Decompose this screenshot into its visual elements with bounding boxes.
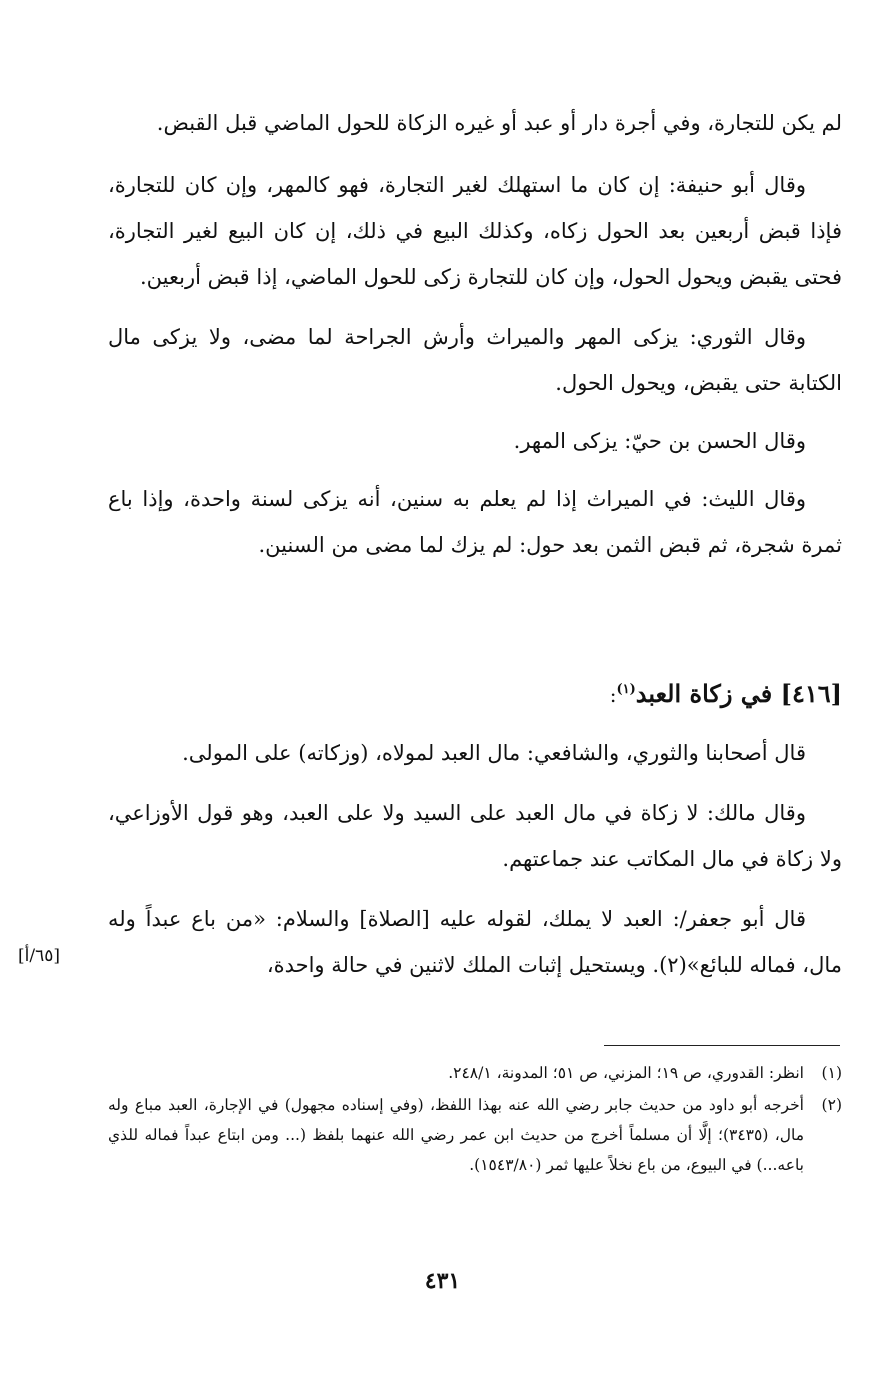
footnote-text: انظر: القدوري، ص ١٩؛ المزني، ص ٥١؛ المدونة، ٢٤٨/١. xyxy=(448,1064,804,1082)
footnote xyxy=(108,1058,842,1088)
footnote-number: (٢) xyxy=(821,1096,842,1114)
paragraph: وقال مالك: لا زكاة في مال العبد على السيد ولا على العبد، وهو قول الأوزاعي، ولا زكاة في مال المكاتب عند جماعتهم. xyxy=(108,801,842,871)
paragraph: لم يكن للتجارة، وفي أجرة دار أو عبد أو غيره الزكاة للحول الماضي قبل القبض. xyxy=(156,111,842,135)
body-text-top xyxy=(108,100,842,568)
body-text-bottom xyxy=(108,730,842,988)
footnotes xyxy=(108,1058,842,1180)
paragraph: وقال الليث: في الميراث إذا لم يعلم به سنين، أنه يزكى لسنة واحدة، وإذا باع ثمرة شجرة، ثم قبض الثمن بعد حول: لم يزك لما مضى من السنين. xyxy=(108,487,842,557)
footnote-text: أخرجه أبو داود من حديث جابر رضي الله عنه بهذا اللفظ، (وفي إسناده مجهول) في الإجارة، العبد مباع وله مال، (٣٤٣٥)؛ إلَّا أن مسلماً أخرج من حديث ابن عمر رضي الله عنهما بلفظ (... ومن ابتاع عبداً فماله للذي باعه...) في البيوع، من باع نخلاً عليها ثمر (١٥٤٣/٨٠). xyxy=(108,1096,804,1174)
paragraph: قال أصحابنا والثوري، والشافعي: مال العبد لمولاه، (وزكاته) على المولى. xyxy=(182,741,806,765)
footnote-ref: (١) xyxy=(616,682,636,697)
footnote-divider xyxy=(604,1045,840,1046)
section-heading xyxy=(108,670,842,715)
page-number: ٤٣١ xyxy=(424,1268,461,1294)
paragraph: قال أبو جعفر/: العبد لا يملك، لقوله عليه [الصلاة] والسلام: «من باع عبداً وله مال، فماله للبائع»(٢). ويستحيل إثبات الملك لاثنين في حالة واحدة، xyxy=(108,907,842,977)
footnote xyxy=(108,1090,842,1180)
paragraph: وقال أبو حنيفة: إن كان ما استهلك لغير التجارة، فهو كالمهر، وإن كان للتجارة، فإذا قبض أربعين بعد الحول زكاه، وكذلك البيع في ذلك، إن كان البيع لغير التجارة، فحتى يقبض ويحول الحول، وإن كان للتجارة زكى للحول الماضي، إذا قبض أربعين. xyxy=(108,173,842,289)
section-number: [٤١٦] xyxy=(780,679,842,708)
footnote-number: (١) xyxy=(821,1064,842,1082)
paragraph: وقال الحسن بن حيّ: يزكى المهر. xyxy=(513,429,806,453)
paragraph: وقال الثوري: يزكى المهر والميراث وأرش الجراحة لما مضى، ولا يزكى مال الكتابة حتى يقبض، ويحول الحول. xyxy=(108,325,842,395)
section-title: في زكاة العبد xyxy=(635,679,773,708)
manuscript-folio-marker: [٦٥/أ] xyxy=(18,946,60,966)
heading-colon: : xyxy=(609,683,617,707)
